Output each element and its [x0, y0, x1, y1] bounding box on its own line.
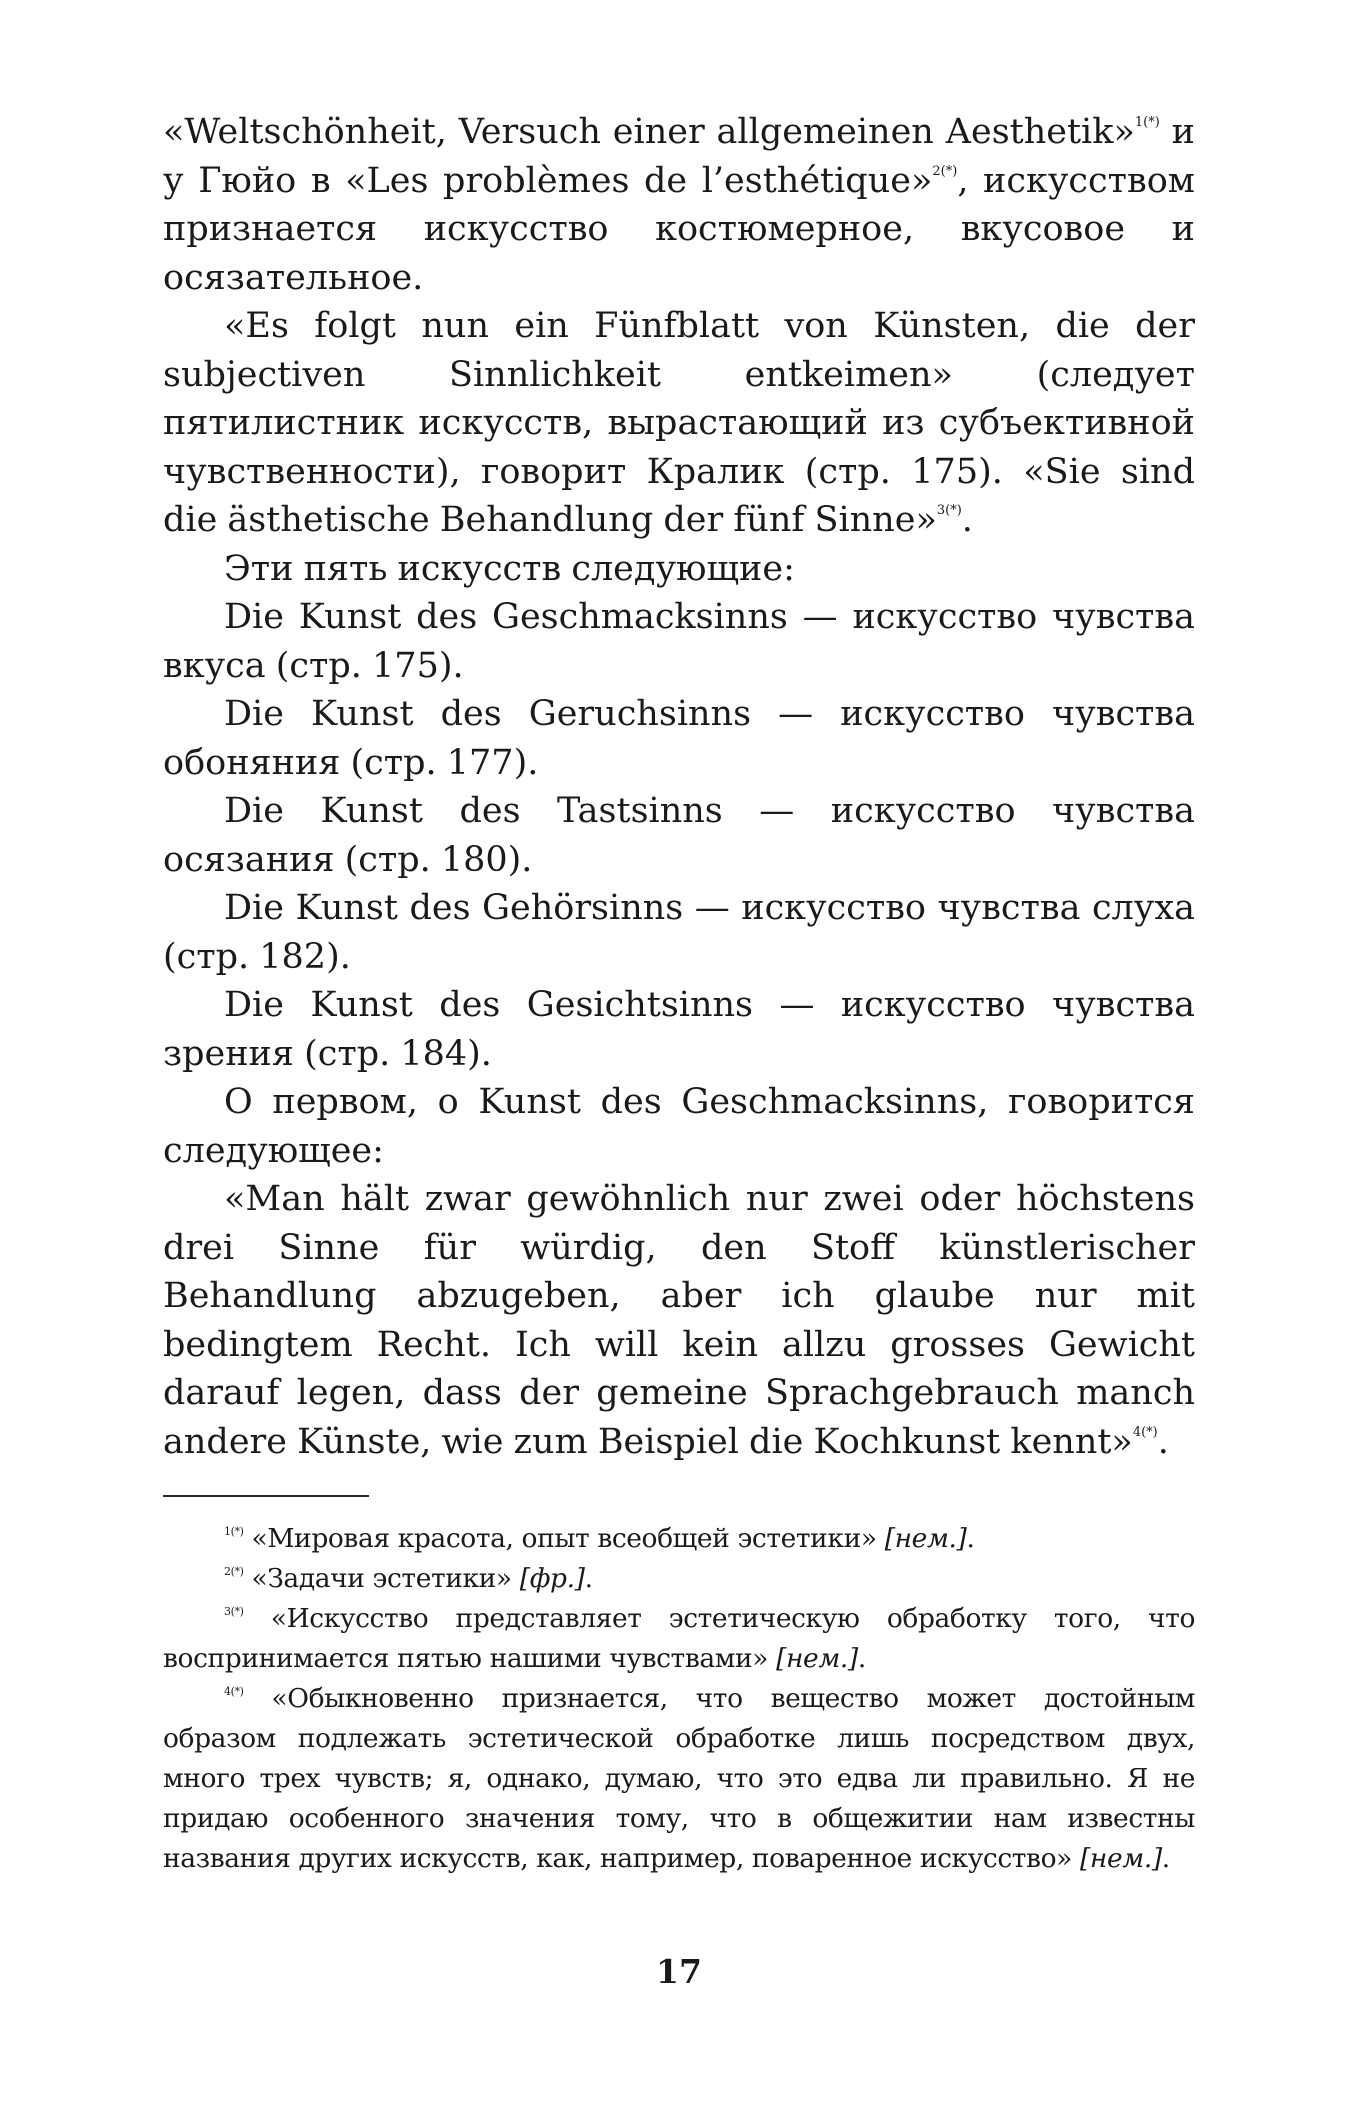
- paragraph: [163, 884, 1195, 981]
- footnotes: [163, 1519, 1195, 1879]
- footnote-ref-1[interactable]: 1(*): [1134, 115, 1160, 130]
- footnote-end: .: [1161, 1843, 1170, 1874]
- footnote-mark: 4(*): [224, 1685, 244, 1698]
- paragraph: [163, 690, 1195, 787]
- footnote-1: [163, 1519, 1195, 1559]
- paragraph: [163, 981, 1195, 1078]
- footnote-text: «Обыкновенно признается, что вещество может достойным образом подлежать эстетической обработке лишь посредством двух, много трех чувств; я, однако, думаю, что это едва ли правильно. Я не придаю особенного значения тому, что в общежитии нам известны названия других искусств, как, например, поваренное искусство»: [163, 1683, 1195, 1874]
- paragraph: [163, 593, 1195, 690]
- text-run: «Weltschönheit, Versuch einer allgemeinen Aesthetik»: [163, 112, 1135, 152]
- paragraph: [163, 787, 1195, 884]
- footnote-2: [163, 1559, 1195, 1599]
- footnote-ref-2[interactable]: 2(*): [932, 163, 958, 179]
- text-run: Die Kunst des Geschmacksinns — искусство чувства вкуса (стр. 175).: [163, 597, 1195, 686]
- footnote-3: [163, 1599, 1195, 1679]
- footnote-divider: [163, 1495, 369, 1497]
- footnote-mark: 2(*): [224, 1565, 244, 1578]
- text-run: .: [1157, 1421, 1169, 1462]
- page-number: 17: [656, 1952, 702, 1991]
- paragraph: [163, 108, 1195, 302]
- paragraph: [163, 545, 1195, 594]
- text-run: Die Kunst des Tastsinns — искусство чувства осязания (стр. 180).: [163, 791, 1195, 880]
- footnote-language-note: [нем.]: [1079, 1843, 1162, 1874]
- footnote-language-note: [фр.]: [519, 1563, 585, 1594]
- footnote-mark: 3(*): [224, 1605, 244, 1618]
- text-run: Эти пять искусств следующие:: [224, 548, 795, 589]
- footnote-ref-3[interactable]: 3(*): [936, 503, 962, 518]
- text-run: «Man hält zwar gewöhnlich nur zwei oder höchstens drei Sinne für würdig, den Stoff künstlerischer Behandlung abzugeben, aber ich glaube nur mit bedingtem Recht. Ich will kein allzu grosses Gewicht darauf legen, dass der gemeine Sprachgebrauch manch andere Künste, wie zum Beispiel die Kochkunst kennt»: [163, 1179, 1195, 1462]
- text-run: , искусством признается искусство костюмерное, вкусовое и осязательное.: [163, 160, 1195, 298]
- footnote-ref-4[interactable]: 4(*): [1132, 1424, 1158, 1440]
- text-run: Die Kunst des Gesichtsinns — искусство чувства зрения (стр. 184).: [163, 985, 1195, 1074]
- book-page: [163, 108, 1195, 2058]
- footnote-text: «Задачи эстетики»: [243, 1563, 520, 1594]
- text-run: О первом, о Kunst des Geschmacksinns, говорится следующее:: [163, 1082, 1195, 1171]
- footnote-4: [163, 1679, 1195, 1879]
- footnote-text: «Искусство представляет эстетическую обработку того, что воспринимается пятью нашими чувствами»: [163, 1603, 1195, 1674]
- text-run: Die Kunst des Gehörsinns — искусство чувства слуха (стр. 182).: [163, 888, 1195, 977]
- text-run: и у Гюйо в «Les problèmes de l’esthétique»: [163, 112, 1196, 201]
- footnote-end: .: [966, 1523, 975, 1554]
- text-run: «Es folgt nun ein Fünfblatt von Künsten, die der subjectiven Sinnlichkeit entkeimen» (следует пятилистник искусств, вырастающий из субъективной чувственности), говорит Кралик (стр. 175). «Sie sind die ästhetische Behandlung der fünf Sinne»: [163, 306, 1195, 540]
- paragraph: [163, 1078, 1195, 1175]
- footnote-mark: 1(*): [224, 1525, 244, 1538]
- footnote-language-note: [нем.]: [776, 1643, 858, 1674]
- footnote-text: «Мировая красота, опыт всеобщей эстетики»: [243, 1523, 885, 1554]
- text-run: Die Kunst des Geruchsinns — искусство чувства обоняния (стр. 177).: [163, 694, 1195, 783]
- footnote-language-note: [нем.]: [884, 1523, 967, 1554]
- paragraph: [163, 302, 1195, 545]
- text-run: .: [961, 500, 973, 540]
- body-text: [163, 108, 1195, 1466]
- footnote-end: .: [857, 1643, 866, 1674]
- paragraph: [163, 1175, 1195, 1466]
- footnote-end: .: [584, 1563, 593, 1594]
